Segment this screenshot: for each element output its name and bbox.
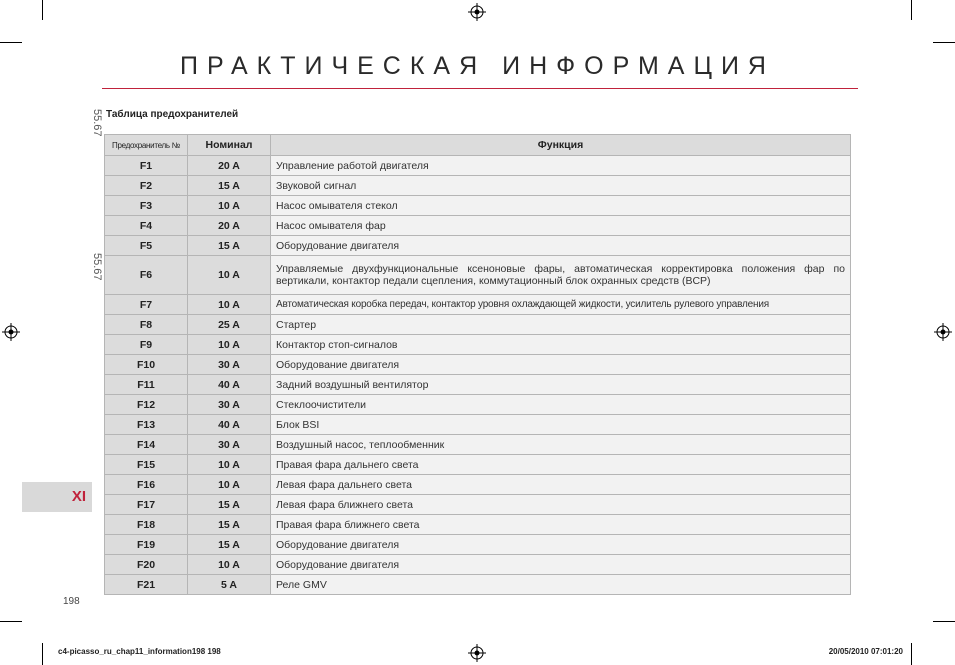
- table-row: [105, 435, 851, 455]
- fuse-function: Оборудование двигателя: [271, 535, 851, 555]
- fuse-id: F11: [105, 375, 188, 395]
- crop-mark: [933, 621, 955, 622]
- fuse-id: F16: [105, 475, 188, 495]
- fuse-function: Стеклоочистители: [271, 395, 851, 415]
- fuse-id: F4: [105, 216, 188, 236]
- crop-mark: [42, 643, 43, 665]
- fuse-id: F17: [105, 495, 188, 515]
- registration-mark-icon: [2, 323, 20, 341]
- chapter-tab-label: XI: [71, 488, 86, 505]
- registration-mark-icon: [468, 3, 486, 21]
- crop-mark: [0, 621, 22, 622]
- fuse-id: F5: [105, 236, 188, 256]
- table-row: [105, 515, 851, 535]
- table-row: [105, 216, 851, 236]
- table-row: [105, 555, 851, 575]
- fuse-rating: 15 A: [188, 495, 271, 515]
- table-row: [105, 455, 851, 475]
- fuse-rating: 30 A: [188, 395, 271, 415]
- fuse-rating: 10 A: [188, 455, 271, 475]
- fuse-id: F9: [105, 335, 188, 355]
- fuse-function: Левая фара ближнего света: [271, 495, 851, 515]
- registration-mark-icon: [468, 644, 486, 662]
- header-function: Функция: [271, 135, 851, 156]
- fuse-id: F7: [105, 295, 188, 315]
- fuse-rating: 15 A: [188, 535, 271, 555]
- fuse-function: Левая фара дальнего света: [271, 475, 851, 495]
- fuse-function: Контактор стоп-сигналов: [271, 335, 851, 355]
- side-number: 55.67: [91, 109, 103, 137]
- chapter-tab: [22, 482, 92, 512]
- table-row: [105, 395, 851, 415]
- fuse-function: Реле GMV: [271, 575, 851, 595]
- fuse-function: Блок BSI: [271, 415, 851, 435]
- fuse-id: F1: [105, 156, 188, 176]
- fuse-id: F6: [105, 256, 188, 295]
- fuse-rating: 5 A: [188, 575, 271, 595]
- table-row: [105, 295, 851, 315]
- fuse-rating: 30 A: [188, 355, 271, 375]
- crop-mark: [911, 643, 912, 665]
- fuse-rating: 10 A: [188, 555, 271, 575]
- fuse-table: [104, 134, 851, 595]
- fuse-function: Стартер: [271, 315, 851, 335]
- fuse-function: Звуковой сигнал: [271, 176, 851, 196]
- fuse-id: F12: [105, 395, 188, 415]
- table-row: [105, 176, 851, 196]
- table-row: [105, 475, 851, 495]
- table-row: [105, 335, 851, 355]
- header-fuse-number: Предохранитель №: [105, 135, 188, 156]
- fuse-function: Оборудование двигателя: [271, 555, 851, 575]
- fuse-rating: 40 A: [188, 415, 271, 435]
- table-row: [105, 355, 851, 375]
- table-row: [105, 256, 851, 295]
- fuse-function: Управление работой двигателя: [271, 156, 851, 176]
- section-heading: Таблица предохранителей: [106, 109, 239, 120]
- fuse-rating: 20 A: [188, 156, 271, 176]
- fuse-id: F10: [105, 355, 188, 375]
- table-row: [105, 375, 851, 395]
- fuse-rating: 10 A: [188, 295, 271, 315]
- fuse-function: Правая фара дальнего света: [271, 455, 851, 475]
- registration-mark-icon: [934, 323, 952, 341]
- table-row: [105, 495, 851, 515]
- fuse-rating: 15 A: [188, 236, 271, 256]
- table-row: [105, 196, 851, 216]
- fuse-function: Автоматическая коробка передач, контактор уровня охлаждающей жидкости, усилитель рулевого управления: [271, 295, 851, 315]
- crop-mark: [911, 0, 912, 20]
- side-number: 55.67: [91, 253, 103, 281]
- footer-file-info: c4-picasso_ru_chap11_information198 198: [58, 647, 221, 656]
- crop-mark: [933, 42, 955, 43]
- fuse-rating: 10 A: [188, 335, 271, 355]
- page-number: 198: [63, 596, 80, 607]
- table-row: [105, 236, 851, 256]
- fuse-id: F15: [105, 455, 188, 475]
- fuse-function: Управляемые двухфункциональные ксеноновые фары, автоматическая корректировка положения фар по вертикали, контактор педали сцепления, коммутационный блок охранных средств (BCP): [271, 256, 851, 295]
- footer-timestamp: 20/05/2010 07:01:20: [828, 647, 903, 656]
- fuse-function: Правая фара ближнего света: [271, 515, 851, 535]
- fuse-rating: 40 A: [188, 375, 271, 395]
- fuse-function: Насос омывателя стекол: [271, 196, 851, 216]
- table-row: [105, 575, 851, 595]
- fuse-id: F21: [105, 575, 188, 595]
- table-row: [105, 415, 851, 435]
- table-row: [105, 156, 851, 176]
- fuse-rating: 25 A: [188, 315, 271, 335]
- fuse-id: F14: [105, 435, 188, 455]
- fuse-rating: 10 A: [188, 256, 271, 295]
- header-rating: Номинал: [188, 135, 271, 156]
- page-title: ПРАКТИЧЕСКАЯ ИНФОРМАЦИЯ: [180, 52, 775, 80]
- table-row: [105, 535, 851, 555]
- fuse-rating: 20 A: [188, 216, 271, 236]
- crop-mark: [42, 0, 43, 20]
- fuse-rating: 10 A: [188, 475, 271, 495]
- fuse-function: Воздушный насос, теплообменник: [271, 435, 851, 455]
- crop-mark: [0, 42, 22, 43]
- fuse-id: F20: [105, 555, 188, 575]
- table-header-row: [105, 135, 851, 156]
- fuse-rating: 30 A: [188, 435, 271, 455]
- fuse-id: F2: [105, 176, 188, 196]
- fuse-rating: 10 A: [188, 196, 271, 216]
- fuse-function: Задний воздушный вентилятор: [271, 375, 851, 395]
- fuse-id: F18: [105, 515, 188, 535]
- title-divider: [102, 88, 858, 89]
- fuse-id: F13: [105, 415, 188, 435]
- fuse-function: Насос омывателя фар: [271, 216, 851, 236]
- fuse-id: F8: [105, 315, 188, 335]
- fuse-rating: 15 A: [188, 176, 271, 196]
- fuse-rating: 15 A: [188, 515, 271, 535]
- fuse-function: Оборудование двигателя: [271, 355, 851, 375]
- fuse-id: F3: [105, 196, 188, 216]
- fuse-function: Оборудование двигателя: [271, 236, 851, 256]
- table-row: [105, 315, 851, 335]
- fuse-id: F19: [105, 535, 188, 555]
